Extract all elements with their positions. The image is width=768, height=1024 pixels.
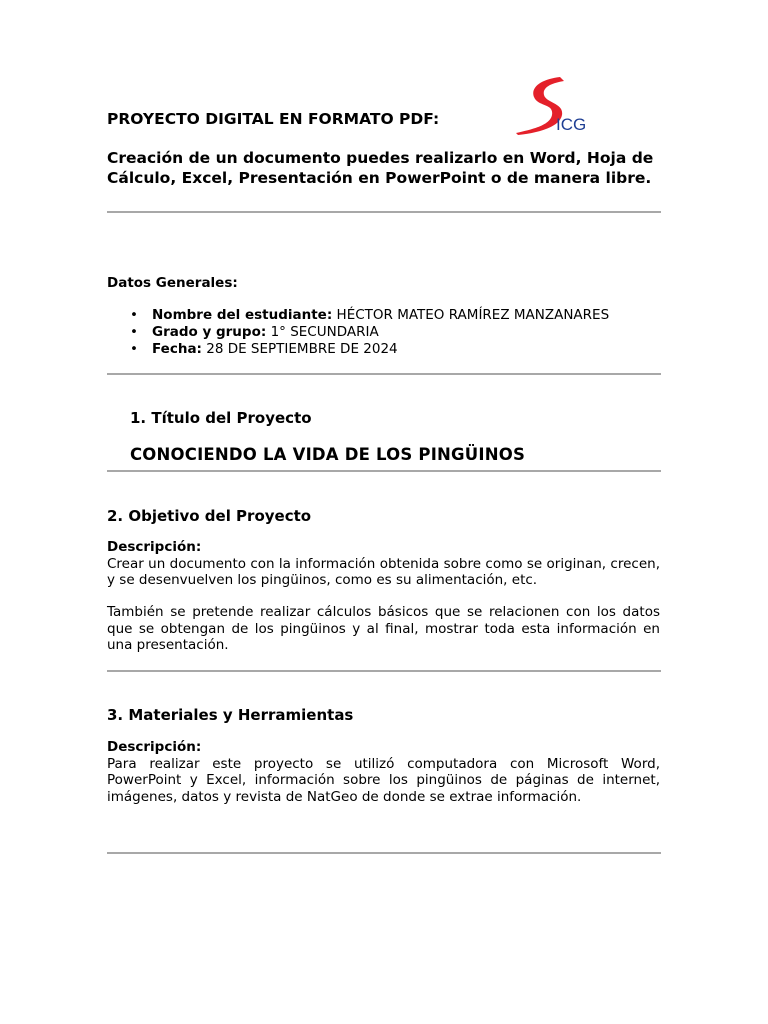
- divider: [107, 852, 661, 854]
- date-value: 28 DE SEPTIEMBRE DE 2024: [206, 341, 398, 357]
- general-data-list: [130, 307, 609, 358]
- divider: [107, 470, 661, 472]
- general-data-heading: Datos Generales:: [107, 275, 238, 291]
- logo-text: ICG: [556, 115, 587, 134]
- list-item: [130, 341, 609, 358]
- project-title: CONOCIENDO LA VIDA DE LOS PINGÜINOS: [130, 445, 526, 464]
- section-3-description: [107, 739, 660, 805]
- document-title: PROYECTO DIGITAL EN FORMATO PDF:: [107, 110, 440, 128]
- date-label: Fecha:: [152, 341, 202, 357]
- divider: [107, 211, 661, 213]
- list-item: [130, 307, 609, 324]
- objective-paragraph-2: También se pretende realizar cálculos básicos que se relacionen con los datos que se obtengan de los pingüinos y al final, mostrar toda esta información en una presentación.: [107, 604, 660, 653]
- objective-paragraph-1: Crear un documento con la información obtenida sobre como se originan, crecen, y se desenvuelven los pingüinos, como es su alimentación, etc.: [107, 555, 660, 588]
- section-2-heading: 2. Objetivo del Proyecto: [107, 507, 312, 525]
- student-name-label: Nombre del estudiante:: [152, 307, 333, 323]
- grade-group-value: 1° SECUNDARIA: [270, 324, 379, 340]
- section-1-heading: 1. Título del Proyecto: [130, 409, 312, 427]
- list-item: [130, 324, 609, 341]
- description-label: Descripción:: [107, 539, 202, 555]
- section-2-description: [107, 539, 660, 589]
- document-subtitle: Creación de un documento puedes realizarlo en Word, Hoja de Cálculo, Excel, Presentación en PowerPoint o de manera libre.: [107, 149, 654, 187]
- student-name-value: HÉCTOR MATEO RAMÍREZ MANZANARES: [336, 307, 610, 323]
- logo-s-icon: [512, 73, 592, 137]
- sicg-logo: [512, 73, 592, 137]
- section-3-heading: 3. Materiales y Herramientas: [107, 706, 354, 724]
- materials-paragraph: Para realizar este proyecto se utilizó computadora con Microsoft Word, PowerPoint y Excel, información sobre los pingüinos de páginas de internet, imágenes, datos y revista de NatGeo de donde se extrae información.: [107, 755, 660, 805]
- description-label: Descripción:: [107, 739, 202, 755]
- divider: [107, 670, 661, 672]
- grade-group-label: Grado y grupo:: [152, 324, 267, 340]
- divider: [107, 373, 661, 375]
